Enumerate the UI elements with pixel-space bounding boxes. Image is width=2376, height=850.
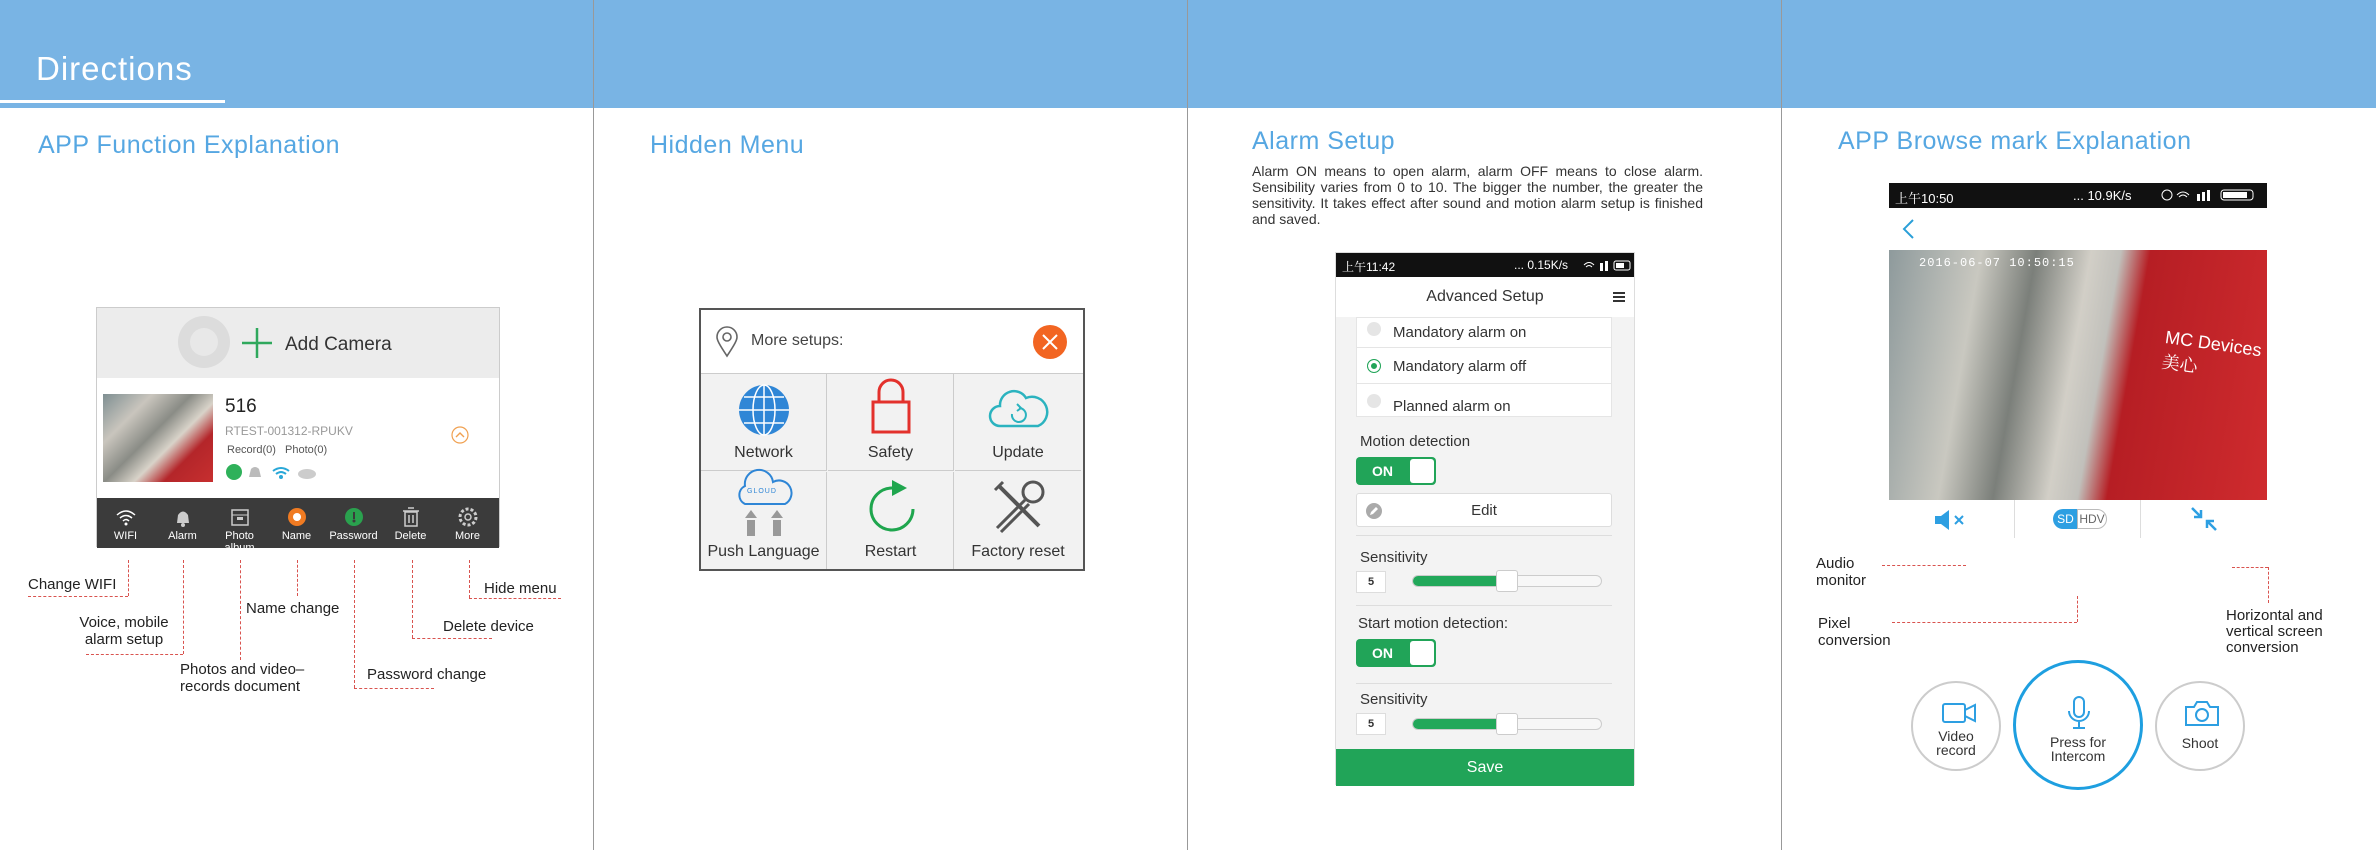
alarm-description: Alarm ON means to open alarm, alarm OFF means to close alarm. Sensibility varies from 0 to 10. The bigger the number, the greater the sensitivity. It takes effect after sound and motion alarm setup is finished and saved.: [1252, 163, 1703, 227]
name-icon: [286, 506, 308, 528]
option-planned-on[interactable]: [1357, 384, 1611, 418]
screen-title: Advanced Setup: [1426, 288, 1544, 305]
collapse-icon[interactable]: [451, 426, 469, 444]
callout-hide-menu: Hide menu: [484, 580, 557, 597]
leader-alarm-h: [86, 654, 183, 655]
start-motion-toggle[interactable]: [1356, 639, 1436, 667]
status-speed: ... 0.15K/s: [1514, 258, 1569, 272]
camera-watermark-icon: [174, 312, 234, 372]
callout-pixel-conversion: [1818, 615, 1891, 649]
orientation-button[interactable]: [2141, 500, 2267, 538]
cloud-upload-icon: [731, 476, 797, 540]
shoot-button[interactable]: [2155, 681, 2245, 771]
status-icons: [225, 463, 317, 481]
nav-bar: [1889, 208, 2267, 250]
album-icon: [229, 506, 251, 528]
callout-orientation: [2226, 608, 2323, 656]
tile-factory-reset-label: Factory reset: [971, 543, 1065, 560]
bottom-toolbar: [97, 498, 499, 554]
wifi-icon: [115, 506, 137, 528]
add-camera-bar[interactable]: [97, 308, 499, 378]
tile-update[interactable]: [955, 374, 1081, 471]
header-band: [1188, 0, 1781, 108]
callout-pixel-line2: conversion: [1818, 632, 1891, 649]
hd-badge: HDV: [2077, 509, 2107, 529]
sensitivity2-value-box[interactable]: 5: [1356, 713, 1386, 735]
toolbar-delete[interactable]: [382, 498, 439, 548]
callout-name-change: Name change: [246, 600, 340, 617]
toolbar-password-label: Password: [329, 530, 378, 542]
page-browse-mark: [1782, 0, 2376, 850]
status-time: 上午11:42: [1342, 260, 1396, 274]
toolbar-delete-label: Delete: [394, 530, 427, 542]
tile-update-label: Update: [992, 444, 1044, 461]
microphone-icon: [2066, 695, 2092, 731]
sensitivity-slider[interactable]: [1412, 575, 1602, 587]
cloud-tag: GLOUD: [747, 488, 777, 495]
callout-audio-monitor: [1816, 555, 1866, 589]
control-bar: [1889, 500, 2267, 538]
intercom-button[interactable]: [2013, 660, 2143, 790]
divider: [1356, 535, 1612, 536]
toggle-knob: [1410, 459, 1434, 483]
advanced-setup-screenshot: [1335, 252, 1635, 785]
callout-change-wifi: Change WIFI: [28, 576, 117, 593]
toolbar-more-label: More: [454, 530, 481, 542]
callout-orient-line1: Horizontal and: [2226, 607, 2323, 624]
option-mandatory-on[interactable]: [1357, 318, 1611, 348]
plus-icon: [240, 326, 274, 360]
leader-audio: [1882, 565, 1966, 566]
leader-delete-h: [412, 638, 492, 639]
toolbar-more[interactable]: [439, 498, 496, 548]
callout-password-change: Password change: [367, 666, 487, 683]
globe-icon: [736, 382, 792, 438]
video-record-label: [1913, 729, 1999, 757]
intercom-label: [2016, 735, 2140, 763]
leader-name: [297, 560, 298, 596]
leader-pixel-v: [2077, 596, 2078, 622]
toolbar-photo-album[interactable]: [211, 498, 268, 554]
sensitivity-label: Sensitivity: [1360, 549, 1428, 566]
device-thumbnail[interactable]: [103, 394, 213, 482]
status-speed: ... 10.9K/s: [2073, 188, 2132, 203]
record-count: Record(0): [227, 444, 276, 456]
leader-delete: [412, 560, 413, 638]
slider-fill: [1413, 719, 1507, 729]
password-icon: [343, 506, 365, 528]
leader-album: [240, 560, 241, 660]
lock-icon: [869, 378, 913, 436]
radio-mandatory-off-selected[interactable]: [1367, 359, 1381, 373]
video-label-line1: Video: [1938, 728, 1974, 744]
callout-orient-line2: vertical screen: [2226, 623, 2323, 640]
shrink-arrows-icon: [2189, 506, 2219, 532]
option-planned-on-label: Planned alarm on: [1393, 398, 1511, 415]
radio-planned-on[interactable]: [1367, 394, 1381, 408]
callout-pixel-line1: Pixel: [1818, 615, 1851, 632]
toggle-on-label: ON: [1372, 645, 1393, 661]
video-wall-sign: MC Devices 美心: [2160, 326, 2263, 377]
header-band: [1782, 0, 2376, 108]
sensitivity2-slider[interactable]: [1412, 718, 1602, 730]
leader-wifi: [128, 560, 129, 596]
leader-more-h: [469, 598, 561, 599]
title-bar: [1336, 277, 1634, 317]
video-camera-icon: [1941, 701, 1977, 725]
photo-count: Photo(0): [285, 444, 328, 456]
tile-safety-label: Safety: [867, 444, 914, 461]
callout-audio-line1: Audio: [1816, 555, 1855, 572]
callout-delete-device: Delete device: [443, 618, 534, 635]
callout-voice-line1: Voice, mobile: [79, 614, 169, 631]
intercom-label-line1: Press for: [2049, 734, 2106, 750]
tile-restart-label: Restart: [864, 543, 917, 560]
cloud-refresh-icon: [988, 388, 1048, 430]
leader-orient-v: [2268, 567, 2269, 603]
tile-restart[interactable]: [828, 472, 954, 569]
toolbar-name-label: Name: [281, 530, 312, 542]
tile-safety[interactable]: [828, 374, 954, 471]
option-mandatory-off[interactable]: [1357, 348, 1611, 384]
sensitivity2-label: Sensitivity: [1360, 691, 1428, 708]
device-row[interactable]: [97, 378, 499, 488]
callout-voice-line2: alarm setup: [84, 631, 164, 648]
edit-label: Edit: [1471, 502, 1497, 519]
shoot-label: Shoot: [2181, 735, 2219, 751]
toggle-knob: [1410, 641, 1434, 665]
start-motion-label: Start motion detection:: [1358, 615, 1509, 632]
video-timestamp: 2016-06-07 10:50:15: [1919, 256, 2075, 270]
sensitivity-value-box[interactable]: 5: [1356, 571, 1386, 593]
callout-orient-line3: conversion: [2226, 639, 2299, 656]
toolbar-name[interactable]: [268, 498, 325, 548]
status-time: 上午10:50: [1895, 191, 1954, 206]
directions-title: Directions: [36, 50, 193, 87]
live-view-screenshot: [1889, 183, 2267, 538]
motion-detection-toggle[interactable]: [1356, 457, 1436, 485]
gear-icon: [457, 506, 479, 528]
callout-photos-line2: records document: [180, 678, 301, 695]
video-record-button[interactable]: [1911, 681, 2001, 771]
tile-push-language[interactable]: [701, 472, 827, 569]
leader-pixel-h: [1892, 622, 2077, 623]
device-name: 516: [225, 396, 257, 417]
leader-orient-h: [2232, 567, 2268, 568]
app-home-screenshot: [96, 307, 500, 554]
restart-icon: [865, 480, 919, 534]
camera-icon: [2184, 699, 2220, 727]
edit-button[interactable]: [1356, 493, 1612, 527]
section-title: Hidden Menu: [650, 131, 805, 159]
add-camera-label: Add Camera: [285, 334, 392, 355]
bell-icon: [172, 506, 194, 528]
menu-header: [701, 310, 1083, 374]
tools-icon: [991, 478, 1047, 534]
option-mandatory-off-label: Mandatory alarm off: [1393, 358, 1527, 375]
menu-icon[interactable]: [1612, 291, 1626, 303]
device-id: RTEST-001312-RPUKV: [225, 424, 353, 438]
page-alarm-setup: [1188, 0, 1782, 850]
slider-thumb[interactable]: [1496, 570, 1518, 592]
page-hidden-menu: [594, 0, 1188, 850]
close-icon[interactable]: [1032, 324, 1068, 360]
sd-badge: SD: [2053, 509, 2078, 529]
toolbar-alarm[interactable]: [154, 498, 211, 548]
page-app-function: [0, 0, 594, 850]
status-bar: [1336, 253, 1634, 277]
section-title: APP Browse mark Explanation: [1838, 127, 2192, 155]
divider: [1356, 683, 1612, 684]
section-title: APP Function Explanation: [38, 131, 341, 159]
location-pin-icon: [715, 326, 739, 358]
callout-photos: [180, 661, 304, 695]
audio-monitor-button[interactable]: [1889, 500, 2015, 538]
title-underline: [0, 100, 225, 103]
leader-password: [354, 560, 355, 688]
save-button[interactable]: Save: [1336, 749, 1634, 786]
alarm-mode-list: [1356, 317, 1612, 417]
tile-network-label: Network: [734, 444, 793, 461]
toggle-on-label: ON: [1372, 463, 1393, 479]
tile-push-language-label: Push Language: [707, 543, 820, 560]
slider-thumb[interactable]: [1496, 713, 1518, 735]
leader-wifi-h: [28, 596, 128, 597]
divider: [1356, 605, 1612, 606]
toolbar-alarm-label: Alarm: [168, 530, 197, 542]
slider-fill: [1413, 576, 1507, 586]
toolbar-password[interactable]: [325, 498, 382, 548]
pixel-conversion-button[interactable]: [2015, 500, 2141, 538]
section-title: Alarm Setup: [1252, 127, 1396, 155]
leader-alarm: [183, 560, 184, 654]
hidden-menu-screenshot: [699, 308, 1085, 571]
radio-mandatory-on[interactable]: [1367, 322, 1381, 336]
video-label-line2: record: [1936, 742, 1976, 758]
back-icon[interactable]: [1901, 218, 1915, 240]
callout-voice-alarm: [76, 614, 172, 648]
toolbar-wifi-label: WIFI: [113, 530, 138, 542]
leader-password-h: [354, 688, 434, 689]
motion-detection-label: Motion detection: [1360, 433, 1471, 450]
header-band: [594, 0, 1187, 108]
tile-factory-reset[interactable]: [955, 472, 1081, 569]
status-icons: [2161, 188, 2261, 202]
status-icons: [1582, 259, 1632, 271]
leader-more: [469, 560, 470, 598]
trash-icon: [400, 506, 422, 528]
status-bar: [1889, 183, 2267, 208]
toolbar-photo-album-label: Photo album: [224, 530, 255, 554]
option-mandatory-on-label: Mandatory alarm on: [1393, 324, 1527, 341]
mute-speaker-icon: [1933, 510, 1967, 530]
toolbar-wifi[interactable]: [97, 498, 154, 548]
callout-audio-line2: monitor: [1816, 572, 1867, 589]
live-video-feed[interactable]: [1889, 250, 2267, 500]
callout-photos-line1: Photos and video–: [180, 661, 305, 678]
menu-header-label: More setups:: [751, 332, 844, 349]
tile-network[interactable]: [701, 374, 827, 471]
intercom-label-line2: Intercom: [2050, 748, 2106, 764]
